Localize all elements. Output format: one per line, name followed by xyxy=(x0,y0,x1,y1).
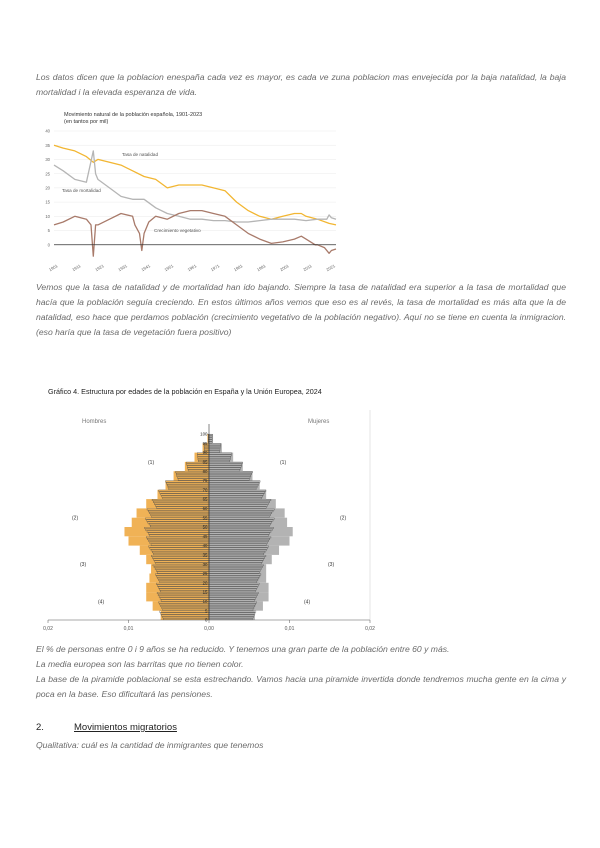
x-tick-label: 1931 xyxy=(117,263,128,273)
x-tick-label: 1911 xyxy=(71,263,82,273)
callout-left: (1) xyxy=(148,459,155,466)
age-tick-label: 50 xyxy=(202,524,208,530)
callout-left: (3) xyxy=(80,562,87,569)
pyramid-bar-spain-male xyxy=(129,533,210,545)
note-line: La media europea son las barritas que no tienen color. xyxy=(36,659,244,669)
note-line: La base de la piramide poblacional se esta estrechando. Vamos hacia una piramide invertida donde tendremos mucha gente en la cima y poca en la base. Eso dificultará las pensiones. xyxy=(36,674,566,699)
notes-block xyxy=(36,642,566,702)
pyramid-bar-spain-female xyxy=(209,536,290,545)
pyramid-bar-spain-female xyxy=(209,471,252,480)
x-tick-label: 1991 xyxy=(255,263,267,273)
age-tick-label: 30 xyxy=(202,561,208,567)
series-label-natalidad: Tasa de natalidad xyxy=(122,152,159,157)
age-tick-label: 95 xyxy=(202,440,208,446)
y-tick-label: 25 xyxy=(45,171,50,177)
analysis-paragraph: Vemos que la tasa de natalidad y de mortalidad han ido bajando. Siempre la tasa de natalidad era superior a la tasa de mortalidad que hacía que la población seguía creciendo. En estos últimos años vemos que eso es al revés, la tasa de mortalidad es más alta que la de natalidad, eso hace que perdamos población (crecimiento vegetativo de la población negativo). Aquí no se tiene en cuenta la inmigracion. (eso haría que la tasa de vegetación fuera positivo) xyxy=(36,282,566,337)
age-tick-label: 100 xyxy=(200,431,208,437)
section-number: 2. xyxy=(36,722,44,733)
section-subtext: Qualitativa: cuál es la cantidad de inmigrantes que tenemos xyxy=(36,740,264,750)
pyramid-bar-spain-male xyxy=(146,496,209,508)
pyramid-bar-spain-female xyxy=(209,453,233,462)
pyramid-bar-spain-male xyxy=(146,589,209,601)
x-tick-label: 1961 xyxy=(186,263,198,273)
label-mujeres: Mujeres xyxy=(308,419,330,425)
x-tick-label: 1921 xyxy=(94,263,105,273)
pyramid-bar-spain-female xyxy=(209,490,266,499)
x-tick-label: 2001 xyxy=(279,263,290,273)
pyramid-bar-spain-female xyxy=(209,527,293,536)
pyramid-bar-spain-male xyxy=(124,524,209,536)
pyramid-bar-spain-female xyxy=(209,508,285,517)
pyramid-bar-spain-female xyxy=(209,518,287,527)
callout-right: (1) xyxy=(280,459,287,466)
age-tick-label: 85 xyxy=(202,459,208,465)
age-tick-label: 15 xyxy=(202,589,208,595)
y-tick-label: 15 xyxy=(45,199,50,205)
pyramid-bar-spain-male xyxy=(157,490,209,499)
pyramid-bar-spain-male xyxy=(151,561,209,573)
pyramid-bar-spain-female xyxy=(209,592,269,601)
age-tick-label: 65 xyxy=(202,496,208,502)
x-tick-label: 2021 xyxy=(325,263,336,273)
x-tick-label: 1981 xyxy=(232,263,244,273)
birth-death-chart xyxy=(36,105,348,273)
age-tick-label: 60 xyxy=(202,506,208,511)
age-tick-label: 10 xyxy=(202,599,208,604)
callout-left: (2) xyxy=(72,515,79,522)
callout-right: (2) xyxy=(340,515,347,522)
x-tick-label: 1901 xyxy=(47,263,59,273)
callout-left: (4) xyxy=(98,599,105,606)
pyramid-bar-spain-female xyxy=(209,555,272,564)
pyramid-bar-spain-female xyxy=(209,481,260,490)
age-tick-label: 20 xyxy=(202,580,208,586)
age-tick-label: 45 xyxy=(202,533,208,539)
pyramid-bar-spain-female xyxy=(209,499,276,508)
age-tick-label: 55 xyxy=(202,515,208,521)
pyramid-bar-spain-male xyxy=(149,574,209,586)
series-line-0 xyxy=(54,145,336,225)
pyramid-bar-spain-female xyxy=(209,462,243,471)
x-tick-label: 1941 xyxy=(140,263,151,273)
section-title: Movimientos migratorios xyxy=(74,722,177,733)
callout-right: (3) xyxy=(328,562,335,569)
label-hombres: Hombres xyxy=(82,419,107,425)
y-tick-label: 30 xyxy=(45,157,50,163)
chart-title: Movimiento natural de la población española, 1901-2023 xyxy=(64,112,203,118)
y-tick-label: 35 xyxy=(45,142,50,148)
y-tick-label: 20 xyxy=(45,185,50,191)
pyramid-bar-spain-male xyxy=(140,546,209,555)
x-tick-label: 0,01 xyxy=(284,626,295,632)
series-line-2 xyxy=(54,211,336,257)
x-tick-label: 2011 xyxy=(302,263,313,273)
series-label-mortalidad: Tasa de mortalidad xyxy=(62,188,101,193)
age-tick-label: 5 xyxy=(205,608,208,614)
x-tick-label: 1951 xyxy=(163,263,175,273)
intro-paragraph: Los datos dicen que la poblacion enespaña cada vez es mayor, es cada ve zuna poblacion mas envejecida por la baja natalidad, la baja mortalidad i la elevada esperanza de vida. xyxy=(36,72,566,97)
series-label-crecimiento: Crecimiento vegetativo xyxy=(154,228,201,233)
pyramid-title: Gráfico 4. Estructura por edades de la población en España y la Unión Europea, 2024 xyxy=(48,387,322,396)
pyramid-bar-spain-female xyxy=(209,611,255,620)
callout-right: (4) xyxy=(304,599,311,606)
pyramid-bar-spain-male xyxy=(137,508,209,517)
pyramid-bar-spain-female xyxy=(209,583,269,592)
age-tick-label: 0 xyxy=(205,617,208,623)
pyramid-bar-spain-male xyxy=(132,518,209,527)
y-tick-label: 10 xyxy=(45,213,50,219)
age-tick-label: 40 xyxy=(202,543,208,549)
series-line-1 xyxy=(54,151,336,222)
x-tick-label: 1971 xyxy=(209,263,221,273)
x-tick-label: 0,00 xyxy=(204,626,214,632)
y-tick-label: 5 xyxy=(47,228,50,234)
age-tick-label: 80 xyxy=(202,468,208,474)
age-tick-label: 35 xyxy=(202,552,208,558)
pyramid-bar-spain-female xyxy=(209,574,266,583)
y-tick-label: 40 xyxy=(45,128,50,134)
pyramid-bar-spain-male xyxy=(146,583,209,592)
y-tick-label: 0 xyxy=(47,242,50,248)
age-tick-label: 90 xyxy=(202,450,208,456)
note-line: El % de personas entre 0 i 9 años se ha reducido. Y tenemos una gran parte de la población entre 60 y más. xyxy=(36,644,450,654)
pyramid-bar-spain-male xyxy=(153,601,209,610)
pyramid-bar-spain-male xyxy=(161,611,209,620)
x-tick-label: 0,02 xyxy=(43,626,53,632)
x-tick-label: 0,01 xyxy=(123,626,134,632)
chart-subtitle: (en tantos por mil) xyxy=(64,119,109,125)
age-tick-label: 25 xyxy=(202,571,208,577)
x-tick-label: 0,02 xyxy=(365,626,375,632)
age-tick-label: 70 xyxy=(202,487,208,493)
population-pyramid-figure xyxy=(36,382,386,636)
age-tick-label: 75 xyxy=(202,478,208,484)
section-heading xyxy=(36,722,177,733)
pyramid-bar-spain-female xyxy=(209,564,266,573)
